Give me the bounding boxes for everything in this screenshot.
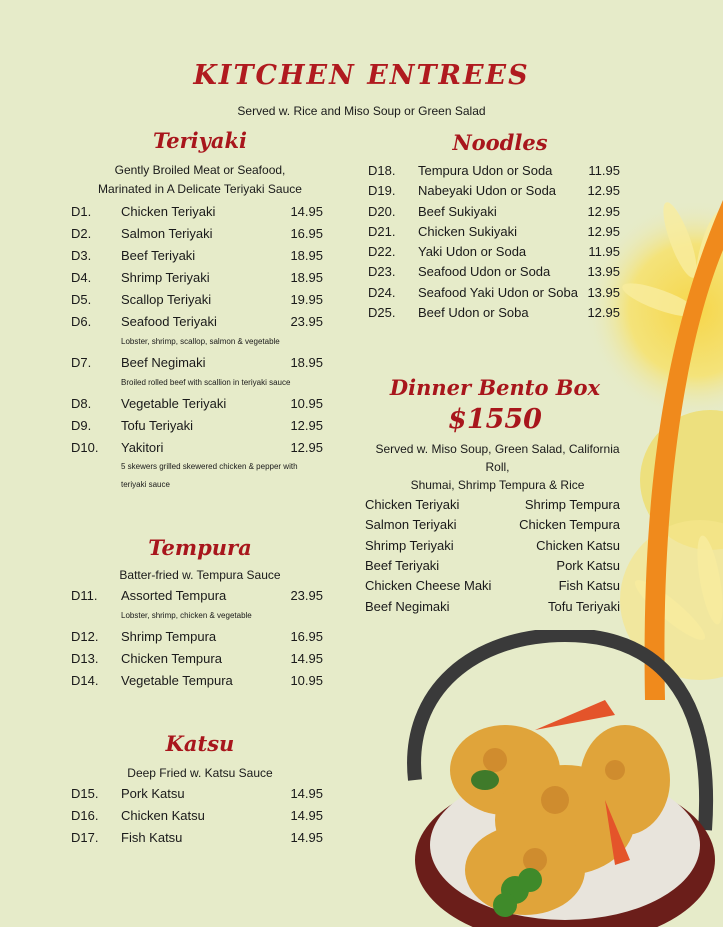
bento-option: Chicken Tempura [519,517,620,533]
menu-item-price: 18.95 [290,248,323,263]
menu-item-row [71,830,323,852]
menu-item-name: Yakitori [121,440,164,455]
noodles-title: Noodles [452,130,548,155]
menu-item-name: Shrimp Teriyaki [121,270,210,285]
menu-item-name: Fish Katsu [121,830,183,845]
menu-item-price: 11.95 [588,163,620,178]
tempura-title: Tempura [148,535,252,560]
menu-item-row [71,396,323,418]
menu-item-name: Beef Udon or Soba [418,305,529,320]
menu-item-name: Shrimp Tempura [121,629,217,644]
menu-item-name: Tofu Teriyaki [121,418,194,433]
menu-item-code: D2. [71,226,92,241]
menu-item-price: 12.95 [587,224,620,239]
menu-item-code: D12. [71,629,99,644]
katsu-title: Katsu [165,731,235,756]
menu-item-name: Assorted Tempura [121,588,227,603]
menu-item-code: D4. [71,270,92,285]
d7-note: Broiled rolled beef with scallion in teriyaki sauce [121,378,291,387]
bento-option: Beef Negimaki [365,598,450,614]
page-title: KITCHEN ENTREES [193,60,530,91]
menu-item-code: D19. [368,183,396,198]
bento-option: Shrimp Tempura [524,497,620,512]
menu-item-name: Salmon Teriyaki [121,226,213,241]
menu-item-row [368,305,620,327]
menu-item-code: D10. [71,440,99,455]
menu-item-price: 11.95 [588,244,620,259]
menu-item-code: D1. [71,204,92,219]
menu-item-row [368,224,620,246]
menu-item-price: 14.95 [290,204,323,219]
tempura-basket-image [395,630,723,927]
menu-item-name: Vegetable Teriyaki [121,396,227,411]
menu-item-code: D3. [71,248,92,263]
menu-item-price: 12.95 [290,440,323,455]
bento-description: Served w. Miso Soup, Green Salad, California Roll, Shumai, Shrimp Tempura & Rice [375,442,620,492]
bento-title: Dinner Bento Box [389,375,601,400]
menu-item-price: 23.95 [290,314,323,329]
menu-item-name: Yaki Udon or Soda [418,244,527,259]
bento-option: Fish Katsu [558,578,620,594]
menu-item-row [71,204,323,226]
menu-item-price: 16.95 [290,629,323,644]
d6-note: Lobster, shrimp, scallop, salmon & vegetable [121,337,280,346]
menu-item-price: 14.95 [290,830,323,845]
menu-item-name: Seafood Yaki Udon or Soba [418,285,578,300]
menu-item-code: D5. [71,292,92,307]
katsu-description: Deep Fried w. Katsu Sauce [127,766,273,780]
menu-item-row [71,651,323,673]
menu-item-name: Tempura Udon or Soda [418,163,553,178]
menu-item-code: D13. [71,651,99,666]
menu-item-price: 13.95 [587,285,620,300]
menu-item-code: D17. [71,830,99,845]
menu-item-row [71,786,323,808]
menu-item-code: D24. [368,285,396,300]
teriyaki-title: Teriyaki [153,128,247,153]
menu-item-code: D7. [71,355,92,370]
menu-item-row [368,244,620,266]
menu-item-name: Beef Teriyaki [121,248,196,263]
menu-item-name: Beef Sukiyaki [418,204,497,219]
menu-item-price: 10.95 [290,673,323,688]
menu-item-code: D11. [71,588,98,603]
menu-item-name: Pork Katsu [121,786,185,801]
menu-item-row [71,270,323,292]
menu-item-price: 19.95 [290,292,323,307]
menu-item-price: 12.95 [587,305,620,320]
menu-item-row [71,673,323,695]
menu-item-code: D8. [71,396,92,411]
menu-item-price: 16.95 [290,226,323,241]
menu-item-code: D25. [368,305,396,320]
menu-item-name: Beef Negimaki [121,355,206,370]
page-subtitle: Served w. Rice and Miso Soup or Green Salad [237,104,486,118]
menu-item-name: Vegetable Tempura [121,673,233,688]
bento-option: Chicken Cheese Maki [365,578,492,594]
menu-item-row [71,629,323,651]
menu-item-price: 13.95 [587,264,620,279]
menu-item-name: Chicken Katsu [121,808,205,823]
menu-item-row [368,264,620,286]
bento-option: Beef Teriyaki [365,557,440,573]
menu-item-name: Seafood Udon or Soda [418,264,551,279]
menu-item-name: Chicken Tempura [121,651,222,666]
menu-item-code: D23. [368,264,396,279]
menu-item-code: D15. [71,786,99,801]
teriyaki-description: Gently Broiled Meat or Seafood, Marinated in A Delicate Teriyaki Sauce [98,163,302,196]
menu-item-name: Chicken Sukiyaki [418,224,517,239]
menu-item-price: 14.95 [290,651,323,666]
menu-item-row [71,226,323,248]
d11-note: Lobster, shrimp, chicken & vegetable [121,611,252,620]
menu-item-price: 18.95 [290,355,323,370]
menu-item-name: Seafood Teriyaki [121,314,217,329]
menu-item-name: Scallop Teriyaki [121,292,212,307]
bento-option: Pork Katsu [556,557,620,573]
menu-item-price: 23.95 [290,588,323,603]
menu-item-row [71,292,323,314]
menu-item-code: D22. [368,244,396,259]
menu-item-row [71,248,323,270]
menu-item-code: D20. [368,204,396,219]
d10-note: 5 skewers grilled skewered chicken & pepper with teriyaki sauce [121,462,298,489]
menu-item-price: 10.95 [290,396,323,411]
tempura-description: Batter-fried w. Tempura Sauce [119,568,281,582]
bento-option: Salmon Teriyaki [365,517,457,533]
menu-item-row [368,183,620,205]
menu-item-code: D14. [71,673,99,688]
menu-item-row [71,808,323,830]
menu-item-price: 12.95 [587,183,620,198]
menu-item-price: 12.95 [587,204,620,219]
menu-item-row [368,204,620,226]
menu-item-row [368,285,620,307]
menu-item-row [71,418,323,440]
bento-price: $1550 [448,404,542,435]
menu-item-code: D9. [71,418,92,433]
menu-item-price: 12.95 [290,418,323,433]
menu-item-price: 18.95 [290,270,323,285]
menu-item-code: D16. [71,808,99,823]
menu-item-name: Chicken Teriyaki [121,204,216,219]
menu-item-code: D6. [71,314,92,329]
bento-option: Chicken Teriyaki [365,497,460,512]
menu-item-row [368,163,620,185]
menu-item-code: D21. [368,224,396,239]
menu-item-price: 14.95 [290,786,323,801]
menu-item-code: D18. [368,163,396,178]
menu-item-price: 14.95 [290,808,323,823]
bento-option: Shrimp Teriyaki [365,537,454,553]
bento-option: Tofu Teriyaki [547,598,620,614]
menu-item-name: Nabeyaki Udon or Soda [418,183,557,198]
bento-option: Chicken Katsu [536,537,620,553]
